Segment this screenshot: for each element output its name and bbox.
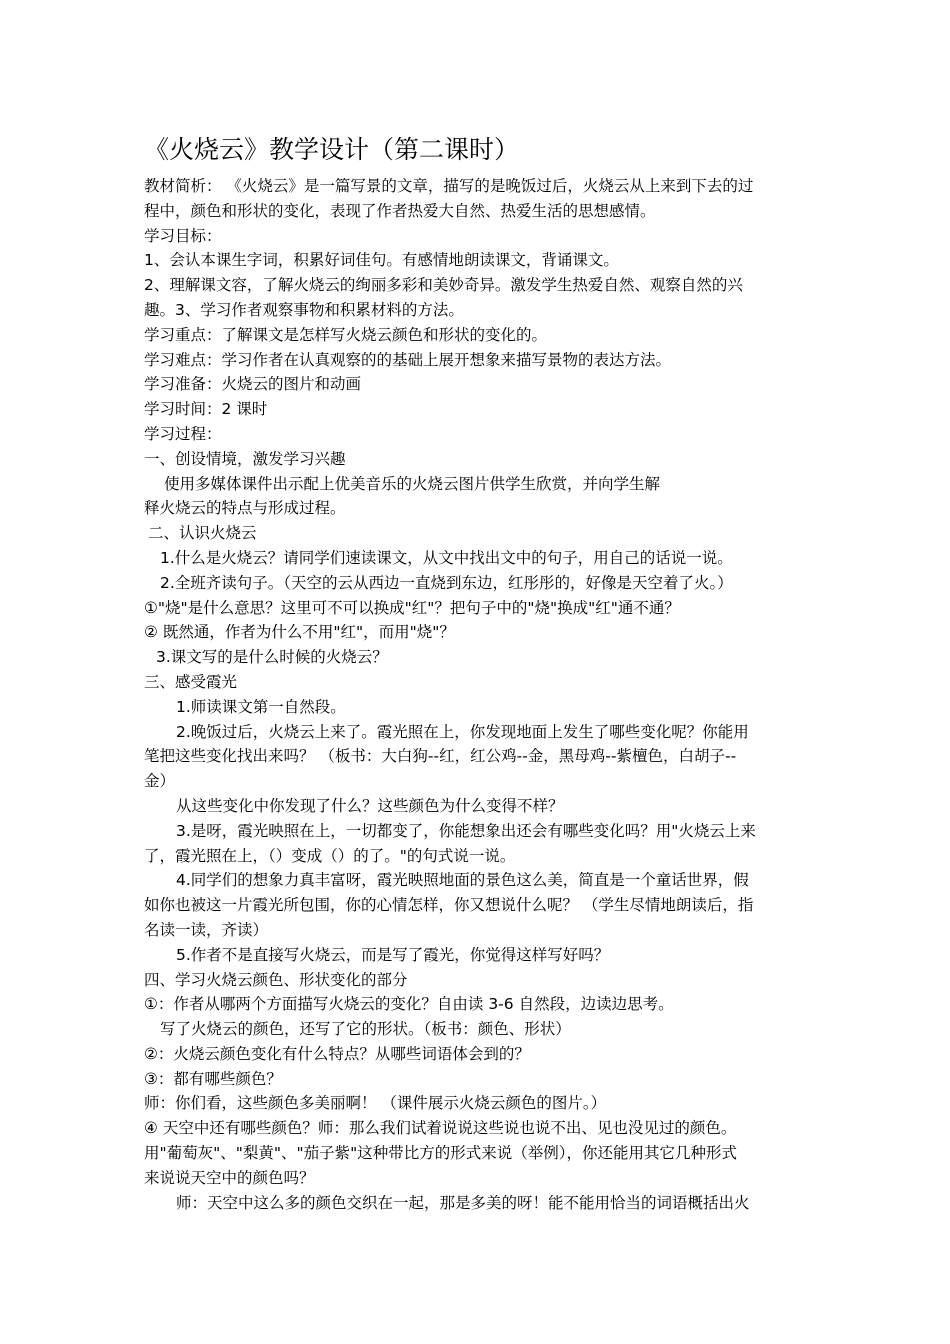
- text-line: 金）: [144, 772, 176, 791]
- text-line: ④ 天空中还有哪些颜色？师：那么我们试着说说这些说也说不出、见也没见过的颜色。: [144, 1119, 737, 1138]
- text-line: 来说说天空中的颜色吗？: [144, 1168, 315, 1187]
- text-line: 了，霞光照在上，（）变成（）的了。"的句式说一说。: [144, 846, 516, 865]
- text-line: 教材简析： 《火烧云》是一篇写景的文章，描写的是晚饭过后，火烧云从上来到下去的过: [144, 177, 754, 195]
- text-line: ② 既然通，作者为什么不用"红"，而用"烧"？: [144, 623, 455, 642]
- text-line: 3.课文写的是什么时候的火烧云？: [156, 648, 388, 667]
- text-line: 使用多媒体课件出示配上优美音乐的火烧云图片供学生欣赏，并向学生解: [164, 474, 661, 493]
- text-line: ①：作者从哪两个方面描写火烧云的变化？自由读 3-6 自然段，边读边思考。: [144, 995, 674, 1014]
- text-line: ①"烧"是什么意思？这里可不可以换成"红"？把句子中的"烧"换成"红"通不通？: [144, 598, 680, 617]
- text-line: 二、认识火烧云: [148, 524, 257, 543]
- text-line: 名读一读，齐读）: [144, 920, 269, 939]
- text-line: 程中，颜色和形状的变化，表现了作者热爱大自然、热爱生活的思想感情。: [144, 201, 656, 220]
- text-line: ③：都有哪些颜色？: [144, 1069, 282, 1088]
- text-line: 写了火烧云的颜色，还写了它的形状。（板书：颜色、形状）: [160, 1020, 571, 1039]
- text-line: 用"葡萄灰"、"梨黄"、"茄子紫"这种带比方的形式来说（举例），你还能用其它几种形式: [144, 1144, 738, 1163]
- text-line: 1、会认本课生字词，积累好词佳句。有感情地朗读课文，背诵课文。: [144, 251, 619, 270]
- text-line: 2.全班齐读句子。（天空的云从西边一直烧到东边，红彤彤的，好像是天空着了火。）: [160, 573, 733, 592]
- text-line: 师：你们看，这些颜色多美丽啊！ （课件展示火烧云颜色的图片。）: [144, 1094, 607, 1113]
- text-line: 学习难点：学习作者在认真观察的的基础上展开想象来描写景物的表达方法。: [144, 350, 672, 369]
- text-line: 一、创设情境，激发学习兴趣: [144, 449, 346, 468]
- text-line: 5.作者不是直接写火烧云，而是写了霞光，你觉得这样写好吗？: [176, 945, 610, 964]
- text-line: 释火烧云的特点与形成过程。: [144, 499, 346, 518]
- text-line: ②：火烧云颜色变化有什么特点？从哪些词语体会到的？: [144, 1044, 530, 1063]
- text-line: 笔把这些变化找出来吗？ （板书：大白狗--红，红公鸡--金，黑母鸡--紫檀色，白胡子--: [144, 747, 737, 766]
- text-line: 趣。3、学习作者观察事物和积累材料的方法。: [144, 300, 464, 319]
- text-line: 2.晚饭过后，火烧云上来了。霞光照在上，你发现地面上发生了哪些变化呢？你能用: [176, 722, 749, 741]
- text-line: 1.什么是火烧云？请同学们速读课文，从文中找出文中的句子，用自己的话说一说。: [160, 548, 733, 567]
- text-line: 如你也被这一片霞光所包围，你的心情怎样，你又想说什么呢？ （学生尽情地朗读后，指: [144, 896, 754, 915]
- text-line: 2、理解课文容，了解火烧云的绚丽多彩和美妙奇异。激发学生热爱自然、观察自然的兴: [144, 276, 743, 295]
- text-line: 学习重点：了解课文是怎样写火烧云颜色和形状的变化的。: [144, 325, 548, 344]
- text-line: 学习时间：2 课时: [144, 400, 268, 419]
- text-line: 师：天空中这么多的颜色交织在一起，那是多美的呀！能不能用恰当的词语概括出火: [176, 1193, 750, 1212]
- text-line: 学习目标：: [144, 226, 222, 245]
- text-line: 从这些变化中你发现了什么？这些颜色为什么变得不样？: [176, 796, 564, 815]
- text-line: 三、感受霞光: [144, 672, 238, 691]
- text-line: 学习过程：: [144, 424, 222, 443]
- document-body: [144, 174, 814, 1215]
- text-line: 四、学习火烧云颜色、形状变化的部分: [144, 970, 408, 989]
- document-title: 《火烧云》教学设计（第二课时）: [144, 135, 520, 164]
- text-line: 3.是呀，霞光映照在上，一切都变了，你能想象出还会有哪些变化吗？用"火烧云上来: [176, 821, 756, 840]
- text-line: 1.师读课文第一自然段。: [176, 697, 346, 716]
- text-line: 学习准备：火烧云的图片和动画: [144, 375, 362, 394]
- text-line: 4.同学们的想象力真丰富呀，霞光映照地面的景色这么美，简直是一个童话世界，假: [176, 871, 749, 890]
